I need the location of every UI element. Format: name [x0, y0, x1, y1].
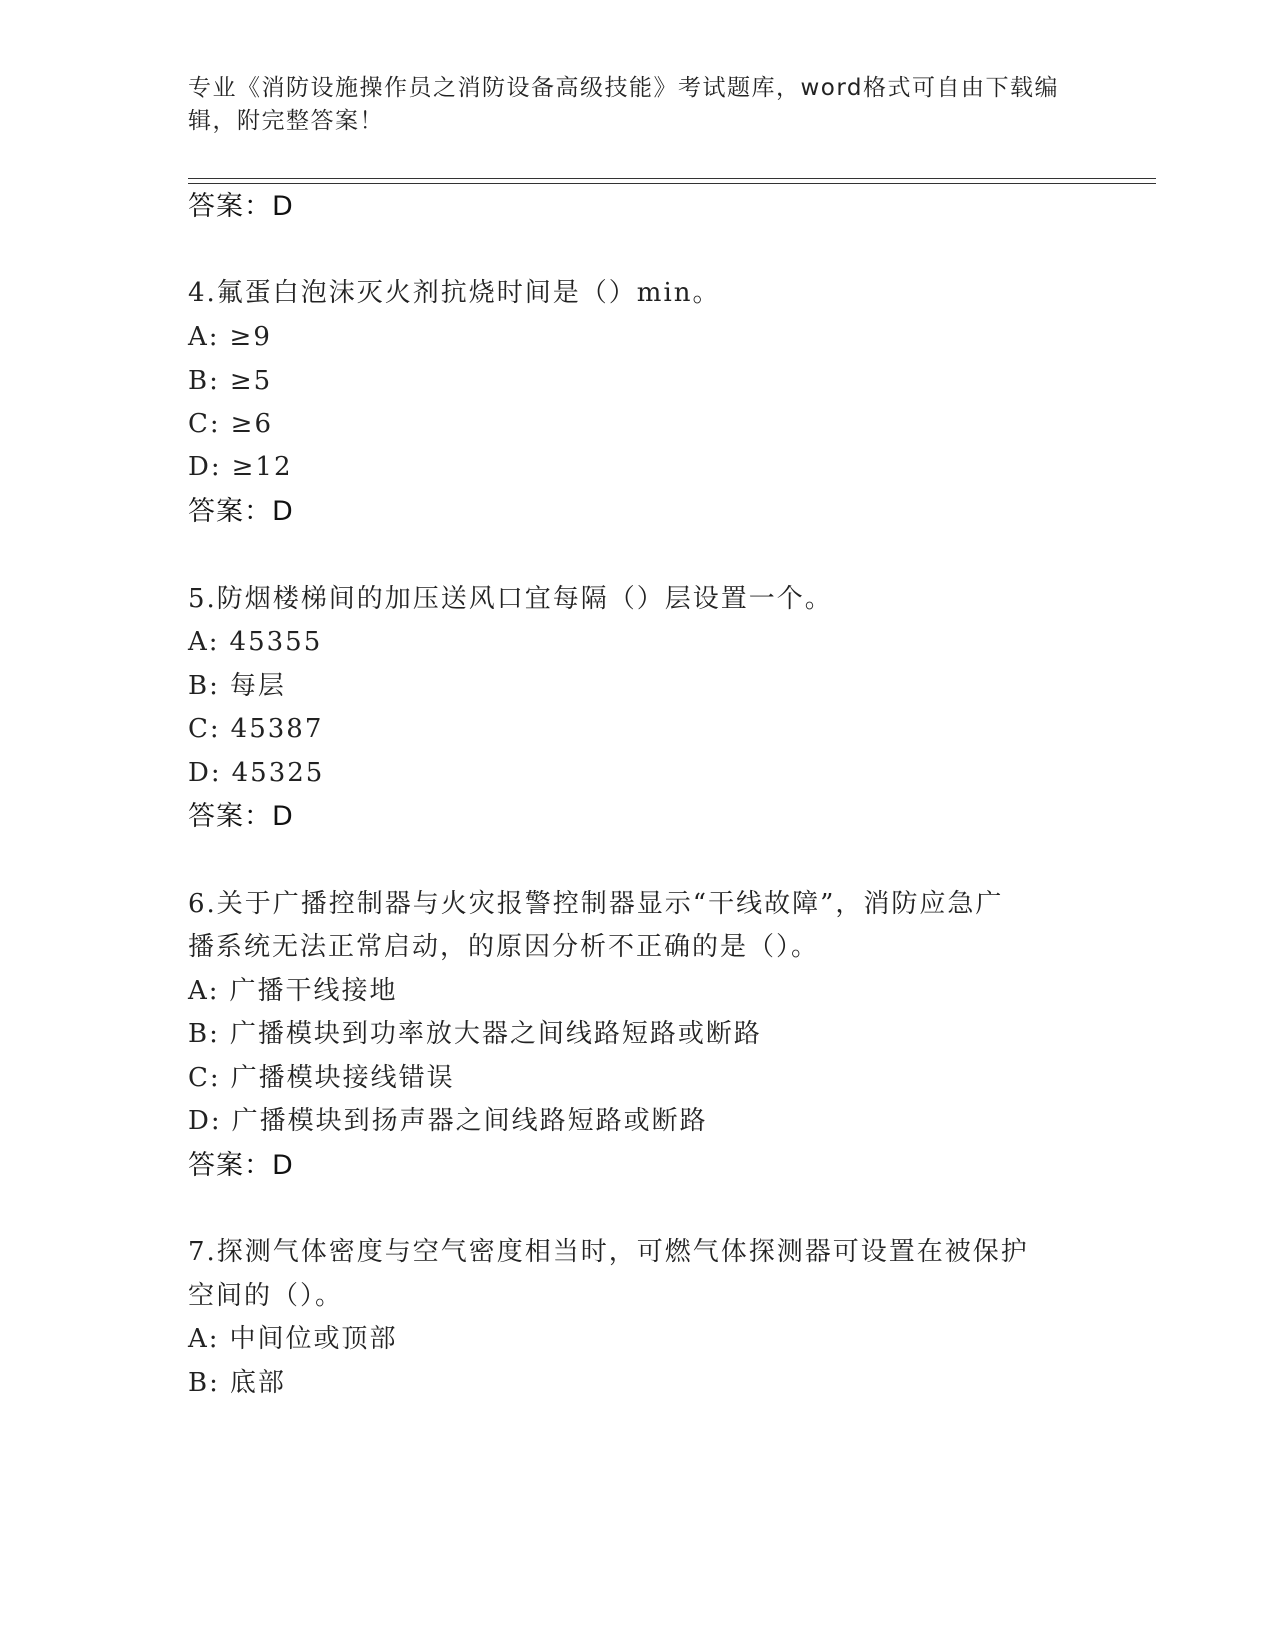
option-text: ≥5 [229, 366, 273, 396]
question-4-option-d: D: ≥12 [188, 452, 293, 482]
question-6-stem-line-2: 播系统无法正常启动，的原因分析不正确的是（）。 [188, 932, 820, 962]
answer-value: D [272, 1150, 294, 1181]
option-text: 每层 [229, 671, 286, 701]
option-text: 广播模块到功率放大器之间线路短路或断路 [229, 1019, 762, 1049]
option-letter: D [188, 1106, 211, 1136]
question-6-stem-line-1: 6.关于广播控制器与火灾报警控制器显示“干线故障”，消防应急广 [188, 889, 1004, 919]
option-letter: C [188, 1063, 210, 1093]
question-5-stem: 5.防烟楼梯间的加压送风口宜每隔（）层设置一个。 [188, 584, 833, 614]
question-5-option-c: C: 45387 [188, 714, 324, 744]
option-text: ≥12 [231, 452, 293, 482]
option-letter: A [188, 322, 209, 352]
header-divider-bottom [188, 183, 1156, 184]
option-letter: B [188, 1019, 210, 1049]
question-4-option-c: C: ≥6 [188, 409, 273, 439]
answer-label: 答案： [188, 496, 272, 527]
option-text: 底部 [229, 1368, 286, 1398]
option-text: 广播模块接线错误 [230, 1063, 455, 1093]
question-6-option-a: A: 广播干线接地 [188, 976, 398, 1006]
question-7-option-a: A: 中间位或顶部 [188, 1324, 398, 1354]
question-4-answer [188, 495, 294, 529]
option-text: ≥9 [229, 322, 272, 352]
question-6-option-c: C: 广播模块接线错误 [188, 1063, 455, 1093]
question-7-option-b: B: 底部 [188, 1368, 286, 1398]
answer-label: 答案： [188, 191, 272, 222]
question-5-option-d: D: 45325 [188, 758, 325, 788]
option-letter: A [188, 976, 209, 1006]
answer-value: D [272, 801, 294, 832]
option-letter: D [188, 758, 211, 788]
answer-value: D [272, 496, 294, 527]
answer-value: D [272, 191, 294, 222]
option-letter: B [188, 671, 210, 701]
header-divider-top [188, 178, 1156, 179]
header-line-2: 辑，附完整答案！ [188, 108, 384, 134]
question-6-option-d: D: 广播模块到扬声器之间线路短路或断路 [188, 1106, 708, 1136]
document-header [188, 72, 1068, 138]
question-4-stem: 4.氟蛋白泡沫灭火剂抗烧时间是（）min。 [188, 278, 721, 308]
question-5-answer [188, 800, 294, 834]
option-letter: A [188, 627, 209, 657]
question-4-option-a: A: ≥9 [188, 322, 272, 352]
option-letter: B [188, 1368, 210, 1398]
option-letter: B [188, 366, 210, 396]
answer-label: 答案： [188, 1150, 272, 1181]
question-5-option-a: A: 45355 [188, 627, 323, 657]
option-letter: C [188, 714, 210, 744]
question-5-option-b: B: 每层 [188, 671, 286, 701]
option-text: ≥6 [230, 409, 273, 439]
option-text: 45355 [229, 627, 323, 657]
question-7-stem-line-1: 7.探测气体密度与空气密度相当时，可燃气体探测器可设置在被保护 [188, 1237, 1029, 1267]
option-letter: D [188, 452, 211, 482]
header-line-1: 专业《消防设施操作员之消防设备高级技能》考试题库，word格式可自由下载编 [188, 75, 1060, 101]
option-text: 45325 [231, 758, 325, 788]
option-text: 广播模块到扬声器之间线路短路或断路 [231, 1106, 708, 1136]
question-6-option-b: B: 广播模块到功率放大器之间线路短路或断路 [188, 1019, 762, 1049]
option-text: 中间位或顶部 [229, 1324, 398, 1354]
answer-line-prev [188, 190, 294, 224]
question-4-option-b: B: ≥5 [188, 366, 273, 396]
option-text: 45387 [230, 714, 324, 744]
option-text: 广播干线接地 [229, 976, 398, 1006]
question-7-stem-line-2: 空间的（）。 [188, 1281, 344, 1311]
option-letter: A [188, 1324, 209, 1354]
answer-label: 答案： [188, 801, 272, 832]
question-6-answer [188, 1149, 294, 1183]
option-letter: C [188, 409, 210, 439]
